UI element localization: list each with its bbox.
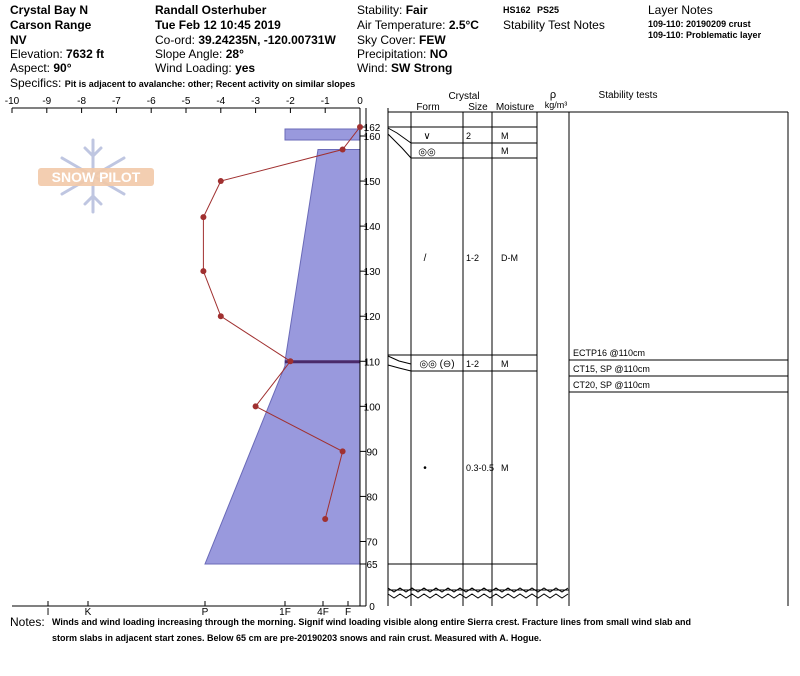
depth-tick-label: 160 [363,132,381,144]
temperature-axis [5,96,363,113]
temp-tick-label: -3 [251,96,261,107]
elevation: Elevation: 7632 ft [10,47,105,61]
layer-note: 109-110: 20190209 crust [648,19,751,29]
wind: Wind: SW Strong [357,61,453,75]
depth-tick-label: 120 [363,312,381,324]
temp-tick-label: -5 [181,96,191,107]
notes-label: Notes: [10,615,45,629]
temperature-point [357,124,363,130]
stability-tests-header: Stability tests [598,90,658,101]
moisture-value: M [501,463,509,473]
hardness-block [205,150,360,564]
temp-tick-label: -4 [216,96,226,107]
crystal-size: 1-2 [466,359,480,369]
layer-note: 109-110: Problematic layer [648,30,762,40]
form-header: Form [416,102,440,113]
depth-tick-label: 0 [369,602,375,613]
hs-value: HS162 [503,5,531,15]
precipitation: Precipitation: NO [357,47,448,61]
temperature-point [340,448,346,454]
temperature-point [218,178,224,184]
size-header: Size [468,102,488,113]
crystal-form: / [423,253,427,264]
hardness-profile [205,129,360,564]
notes-line: storm slabs in adjacent start zones. Below 65 cm are pre-20190203 snows and rain crust. Measured with A. Hogue. [52,633,542,643]
hardness-tick-label: I [46,607,50,618]
specifics: Specifics: Pit is adjacent to avalanche: other; Recent activity on similar slopes [10,76,356,90]
hardness-tick-label: P [201,607,209,618]
hardness-tick-label: K [84,607,92,618]
notes-line: Winds and wind loading increasing through the morning. Signif wind loading visible along entire Sierra crest. Fracture lines from small wind slab and [52,617,692,627]
moisture-value: M [501,146,509,156]
temp-tick-label: -1 [320,96,330,107]
layer-notes-title: Layer Notes [648,3,713,17]
crystal-size: 2 [466,131,472,141]
density-unit: kg/m³ [544,100,568,110]
temp-tick-label: -6 [146,96,156,107]
temp-tick-label: -8 [77,96,87,107]
depth-tick-label: 70 [366,537,378,549]
stability-test: ECTP16 @110cm [573,348,645,358]
crust-layer-marker [285,360,360,363]
aspect: Aspect: 90° [10,61,72,75]
moisture-value: M [501,131,509,141]
air-temperature: Air Temperature: 2.5°C [357,18,479,32]
crystal-size: 0.3-0.5 [466,463,495,473]
crystal-header: Crystal [448,91,480,102]
temperature-point [322,516,328,522]
temperature-point [340,147,346,153]
crystal-form: ◎◎ [418,147,436,158]
temperature-point [200,268,206,274]
crystal-form: ∨ [423,131,431,142]
temperature-point [253,403,259,409]
moisture-value: M [501,359,509,369]
depth-axis [360,108,381,613]
sky-cover: Sky Cover: FEW [357,33,446,47]
datetime: Tue Feb 12 10:45 2019 [155,18,281,32]
depth-tick-label: 90 [366,447,378,459]
break-line [388,594,568,598]
depth-tick-label: 80 [366,492,378,504]
depth-tick-label: 100 [363,402,381,414]
state: NV [10,33,27,47]
crystal-form: ◎◎ (⊖) [419,359,455,370]
coordinates: Co-ord: 39.24235N, -120.00731W [155,33,336,47]
range: Carson Range [10,18,92,32]
hardness-tick-label: 4F [317,607,329,618]
hardness-block-top [285,129,360,140]
temp-tick-label: 0 [357,96,363,107]
logo-text: SNOW PILOT [51,169,141,185]
depth-tick-label: 140 [363,222,381,234]
density-header: ρ [549,89,557,101]
wind-loading: Wind Loading: yes [155,61,256,75]
moisture-header: Moisture [495,102,535,113]
hardness-tick-label: F [344,607,352,618]
snowpilot-logo [38,140,154,212]
temperature-point [200,214,206,220]
temperature-point [218,313,224,319]
slope-angle: Slope Angle: 28° [155,47,244,61]
temp-tick-label: -2 [285,96,295,107]
depth-tick-label: 130 [363,267,381,279]
location: Crystal Bay N [10,3,89,17]
moisture-value: D-M [501,253,518,263]
hardness-tick-label: 1F [279,607,291,618]
stability-test: CT20, SP @110cm [573,380,650,390]
stability: Stability: Fair [357,3,428,17]
observer: Randall Osterhuber [155,3,267,17]
crystal-form: • [423,463,427,474]
temp-tick-label: -10 [4,96,20,107]
depth-tick-label: 110 [364,357,380,369]
depth-tick-label: 65 [366,560,378,571]
temp-tick-label: -9 [42,96,52,107]
depth-tick-label: 162 [363,123,381,134]
ps-value: PS25 [537,5,560,15]
stability-test: CT15, SP @110cm [573,364,650,374]
temp-tick-label: -7 [111,96,121,107]
crystal-size: 1-2 [466,253,480,263]
temperature-point [287,358,293,364]
depth-tick-label: 150 [363,177,381,189]
stability-test-notes-title: Stability Test Notes [503,18,605,32]
hardness-axis [47,601,351,618]
